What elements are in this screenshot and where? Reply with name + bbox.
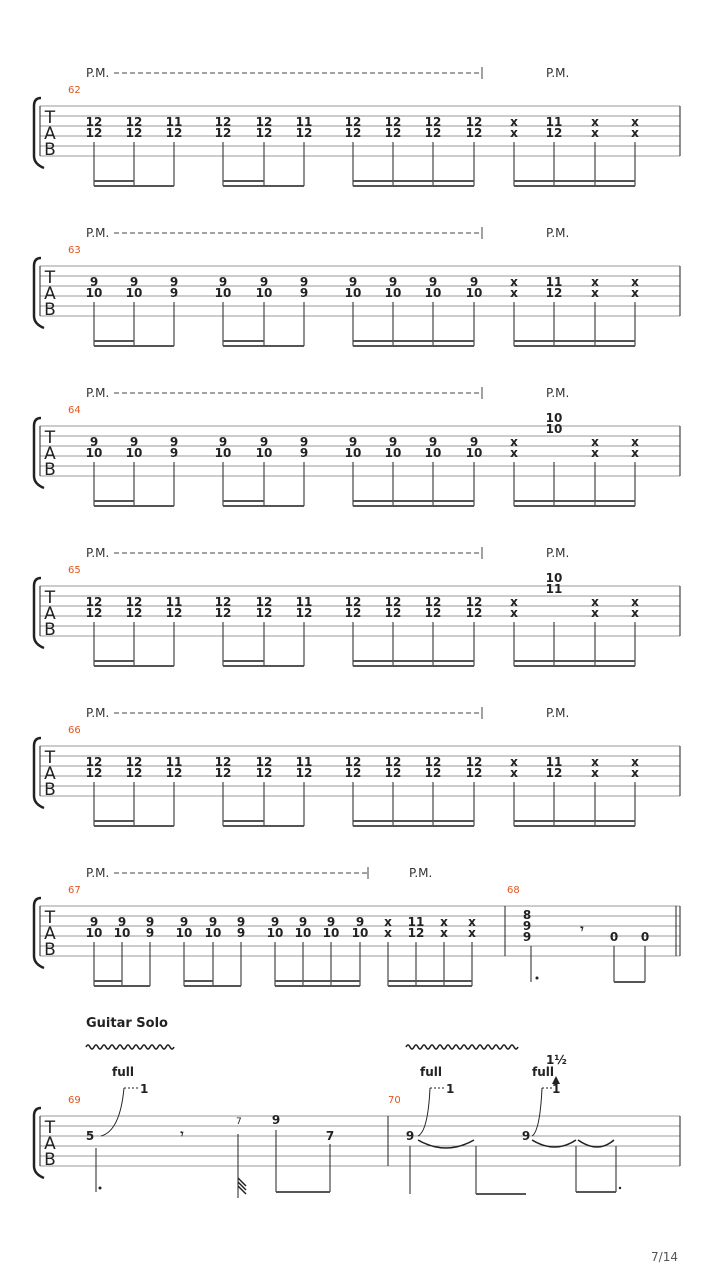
- palm-mute-label: P.M.: [86, 866, 110, 880]
- fret-number: x: [510, 435, 518, 449]
- fret-number: 12: [255, 126, 273, 140]
- fret-number: 10: [351, 926, 369, 940]
- fret-number: x: [631, 126, 639, 140]
- fret-number: 10: [214, 286, 232, 300]
- fret-number: 12: [85, 126, 103, 140]
- fret-number: x: [631, 755, 639, 769]
- fret-number: x: [631, 595, 639, 609]
- fret-number: 10: [204, 926, 222, 940]
- fret-number: 11: [165, 595, 183, 609]
- measure-number: 63: [68, 245, 81, 256]
- system-bracket: [34, 418, 44, 488]
- fret-number: 9: [522, 919, 532, 933]
- bend-release-label: 1: [446, 1082, 455, 1096]
- fret-number: 9: [169, 286, 179, 300]
- fret-number: 12: [384, 115, 402, 129]
- fret-number: x: [631, 435, 639, 449]
- fret-number: 0: [609, 930, 619, 944]
- fret-number: 11: [165, 115, 183, 129]
- bend-arrow: [101, 1088, 124, 1136]
- fret-number: 9: [405, 1129, 415, 1143]
- fret-number: 9: [179, 915, 189, 929]
- fret-number: x: [591, 446, 599, 460]
- tab-clef-letter: A: [44, 924, 56, 944]
- fret-number: 12: [465, 595, 483, 609]
- fret-number: 9: [236, 926, 246, 940]
- fret-number: 9: [270, 915, 280, 929]
- fret-number: 12: [125, 115, 143, 129]
- fret-number: 12: [545, 766, 563, 780]
- fret-number: 9: [218, 275, 228, 289]
- measure-number: 69: [68, 1095, 81, 1106]
- fret-number: 9: [208, 915, 218, 929]
- fret-number: 12: [85, 115, 103, 129]
- measure-number: 65: [68, 565, 81, 576]
- fret-number: x: [510, 766, 518, 780]
- fret-number: 12: [214, 766, 232, 780]
- fret-number: 12: [424, 595, 442, 609]
- bend-label: full: [420, 1065, 442, 1079]
- fret-number: 10: [85, 286, 103, 300]
- bend-arrow: [418, 1088, 430, 1136]
- fret-number: x: [591, 275, 599, 289]
- fret-number: 11: [165, 755, 183, 769]
- tab-clef-letter: A: [44, 444, 56, 464]
- fret-number: 12: [214, 126, 232, 140]
- palm-mute-label: P.M.: [546, 546, 570, 560]
- fret-number: 9: [169, 275, 179, 289]
- fret-number: 12: [125, 126, 143, 140]
- palm-mute-label: P.M.: [86, 386, 110, 400]
- bend-label: full: [532, 1065, 554, 1079]
- fret-number: x: [591, 606, 599, 620]
- fret-number: x: [384, 926, 392, 940]
- tab-clef-letter: B: [44, 1150, 56, 1170]
- fret-number: 9: [299, 286, 309, 300]
- fret-number: 9: [348, 275, 358, 289]
- palm-mute-label: P.M.: [546, 386, 570, 400]
- fret-number: 12: [344, 115, 362, 129]
- fret-number: 12: [465, 126, 483, 140]
- fret-number: x: [510, 286, 518, 300]
- fret-number: 10: [125, 286, 143, 300]
- fret-number: 10: [465, 446, 483, 460]
- fret-number: 12: [545, 286, 563, 300]
- palm-mute-label: P.M.: [86, 546, 110, 560]
- fret-number: 10: [294, 926, 312, 940]
- fret-number: 11: [295, 755, 313, 769]
- tab-clef-letter: A: [44, 764, 56, 784]
- fret-number: 10: [424, 286, 442, 300]
- fret-number: 9: [129, 275, 139, 289]
- system-bracket: [34, 738, 44, 808]
- fret-number: 12: [465, 766, 483, 780]
- fret-number: 12: [125, 606, 143, 620]
- tab-clef-letter: A: [44, 604, 56, 624]
- fret-number: 9: [117, 915, 127, 929]
- fret-number: 12: [165, 126, 183, 140]
- bend-label: 1½: [546, 1053, 567, 1067]
- fret-number: 12: [214, 606, 232, 620]
- fret-number: x: [631, 275, 639, 289]
- grace-flag: [238, 1182, 246, 1190]
- fret-number: 0: [640, 930, 650, 944]
- fret-number: 12: [407, 926, 425, 940]
- dotted-note-dot: [536, 977, 539, 980]
- fret-number: x: [510, 126, 518, 140]
- fret-number: x: [591, 286, 599, 300]
- tab-clef-letter: A: [44, 1134, 56, 1154]
- dotted-note-dot: [99, 1187, 102, 1190]
- fret-number: 12: [344, 595, 362, 609]
- bend-arrow: [532, 1088, 542, 1136]
- palm-mute-label: P.M.: [86, 66, 110, 80]
- tab-clef-letter: T: [44, 428, 56, 448]
- fret-number: 12: [85, 606, 103, 620]
- fret-number: 12: [295, 606, 313, 620]
- fret-number: 10: [85, 926, 103, 940]
- fret-number: 9: [388, 275, 398, 289]
- fret-number: 9: [469, 275, 479, 289]
- fret-number: 12: [125, 595, 143, 609]
- tab-clef-letter: T: [44, 748, 56, 768]
- fret-number: 10: [214, 446, 232, 460]
- fret-number: 5: [85, 1129, 95, 1143]
- fret-number: x: [591, 115, 599, 129]
- fret-number: 12: [344, 755, 362, 769]
- fret-number: 10: [125, 446, 143, 460]
- fret-number: 9: [236, 915, 246, 929]
- fret-number: 12: [255, 766, 273, 780]
- vibrato-marking: [86, 1045, 174, 1049]
- fret-number: 9: [129, 435, 139, 449]
- fret-number: x: [468, 915, 476, 929]
- fret-number: 9: [326, 915, 336, 929]
- fret-number: 9: [271, 1113, 281, 1127]
- fret-number: 12: [384, 595, 402, 609]
- fret-number: 7: [325, 1129, 335, 1143]
- fret-number: x: [510, 595, 518, 609]
- fret-number: 10: [344, 446, 362, 460]
- fret-number: 9: [298, 915, 308, 929]
- tab-clef-letter: A: [44, 124, 56, 144]
- tab-clef-letter: B: [44, 940, 56, 960]
- fret-number: 12: [165, 606, 183, 620]
- fret-number: 9: [428, 275, 438, 289]
- fret-number: x: [591, 126, 599, 140]
- fret-number: 11: [545, 755, 563, 769]
- grace-flag: [238, 1186, 246, 1194]
- fret-number: 8: [522, 908, 532, 922]
- fret-number: 12: [125, 755, 143, 769]
- palm-mute-label: P.M.: [409, 866, 433, 880]
- fret-number: 12: [384, 606, 402, 620]
- system-bracket: [34, 1108, 44, 1178]
- fret-number: 12: [424, 755, 442, 769]
- fret-number: 9: [218, 435, 228, 449]
- fret-number: x: [510, 606, 518, 620]
- fret-number: 12: [85, 595, 103, 609]
- fret-number: x: [468, 926, 476, 940]
- tab-clef-letter: B: [44, 780, 56, 800]
- fret-number: 12: [255, 115, 273, 129]
- fret-number: 9: [521, 1129, 531, 1143]
- fret-number: 9: [299, 275, 309, 289]
- measure-number: 70: [388, 1095, 401, 1106]
- fret-number: 12: [214, 595, 232, 609]
- fret-number: 9: [145, 926, 155, 940]
- fret-number: 10: [255, 446, 273, 460]
- fret-number: x: [591, 595, 599, 609]
- fret-number: 10: [384, 286, 402, 300]
- system-bracket: [34, 98, 44, 168]
- fret-number: x: [384, 915, 392, 929]
- palm-mute-label: P.M.: [546, 226, 570, 240]
- fret-number: 9: [89, 915, 99, 929]
- fret-number: 10: [545, 411, 563, 425]
- fret-number: 12: [465, 115, 483, 129]
- fret-number: 12: [255, 606, 273, 620]
- fret-number: 11: [407, 915, 425, 929]
- fret-number: 12: [85, 755, 103, 769]
- bend-release-label: 1: [552, 1082, 561, 1096]
- fret-number: 12: [465, 755, 483, 769]
- fret-number: 12: [165, 766, 183, 780]
- fret-number: 9: [89, 275, 99, 289]
- palm-mute-label: P.M.: [546, 706, 570, 720]
- fret-number: x: [440, 915, 448, 929]
- tie-arc: [418, 1140, 474, 1148]
- fret-number: 12: [384, 755, 402, 769]
- fret-number: 9: [259, 275, 269, 289]
- fret-number: 10: [113, 926, 131, 940]
- fret-number: 12: [344, 606, 362, 620]
- fret-number: 12: [424, 126, 442, 140]
- tab-clef-letter: B: [44, 300, 56, 320]
- fret-number: 9: [348, 435, 358, 449]
- fret-number: x: [591, 435, 599, 449]
- fret-number: x: [631, 115, 639, 129]
- fret-number: 12: [465, 606, 483, 620]
- fret-number: 10: [424, 446, 442, 460]
- fret-number: x: [631, 446, 639, 460]
- dotted-note-dot: [619, 1187, 621, 1189]
- tab-clef-letter: T: [44, 588, 56, 608]
- fret-number: 9: [469, 435, 479, 449]
- fret-number: 12: [384, 126, 402, 140]
- fret-number: 9: [145, 915, 155, 929]
- system-bracket: [34, 578, 44, 648]
- grace-flag: [238, 1178, 246, 1186]
- fret-number: 11: [545, 115, 563, 129]
- section-title: Guitar Solo: [86, 1016, 168, 1031]
- fret-number: 9: [259, 435, 269, 449]
- tab-clef-letter: B: [44, 460, 56, 480]
- fret-number: x: [510, 115, 518, 129]
- system-bracket: [34, 258, 44, 328]
- bend-label: full: [112, 1065, 134, 1079]
- fret-number: 11: [295, 595, 313, 609]
- fret-number: 12: [295, 766, 313, 780]
- fret-number: 10: [85, 446, 103, 460]
- fret-number: 12: [255, 595, 273, 609]
- fret-number: 9: [169, 435, 179, 449]
- fret-number: 12: [424, 115, 442, 129]
- measure-number: 64: [68, 405, 81, 416]
- grace-note: 7: [236, 1117, 242, 1127]
- eighth-rest: 𝄾: [180, 1127, 184, 1141]
- eighth-rest: 𝄾: [580, 922, 584, 936]
- fret-number: 10: [344, 286, 362, 300]
- tab-clef-letter: B: [44, 620, 56, 640]
- fret-number: 9: [299, 435, 309, 449]
- palm-mute-label: P.M.: [546, 66, 570, 80]
- fret-number: 10: [384, 446, 402, 460]
- fret-number: x: [591, 766, 599, 780]
- fret-number: 10: [266, 926, 284, 940]
- tab-clef-letter: T: [44, 268, 56, 288]
- fret-number: 11: [545, 275, 563, 289]
- fret-number: 9: [169, 446, 179, 460]
- fret-number: 12: [214, 115, 232, 129]
- vibrato-marking: [406, 1045, 518, 1049]
- fret-number: 12: [295, 126, 313, 140]
- tab-clef-letter: B: [44, 140, 56, 160]
- fret-number: 12: [255, 755, 273, 769]
- fret-number: x: [591, 755, 599, 769]
- fret-number: 12: [424, 766, 442, 780]
- system-bracket: [34, 898, 44, 968]
- fret-number: x: [510, 275, 518, 289]
- fret-number: x: [631, 606, 639, 620]
- fret-number: 9: [388, 435, 398, 449]
- fret-number: 9: [428, 435, 438, 449]
- measure-number: 62: [68, 85, 81, 96]
- fret-number: 10: [465, 286, 483, 300]
- fret-number: 12: [344, 766, 362, 780]
- fret-number: 10: [545, 571, 563, 585]
- fret-number: 12: [214, 755, 232, 769]
- tab-clef-letter: T: [44, 108, 56, 128]
- fret-number: 9: [355, 915, 365, 929]
- fret-number: 10: [545, 422, 563, 436]
- fret-number: 12: [384, 766, 402, 780]
- page-number: 7/14: [651, 1250, 678, 1264]
- fret-number: 12: [424, 606, 442, 620]
- fret-number: 11: [545, 582, 563, 596]
- fret-number: 9: [522, 930, 532, 944]
- measure-number: 66: [68, 725, 81, 736]
- fret-number: x: [440, 926, 448, 940]
- bend-release-label: 1: [140, 1082, 149, 1096]
- fret-number: x: [510, 755, 518, 769]
- tab-clef-letter: T: [44, 1118, 56, 1138]
- fret-number: 12: [125, 766, 143, 780]
- fret-number: 12: [85, 766, 103, 780]
- tab-clef-letter: A: [44, 284, 56, 304]
- fret-number: 12: [344, 126, 362, 140]
- palm-mute-label: P.M.: [86, 706, 110, 720]
- fret-number: 12: [545, 126, 563, 140]
- fret-number: 9: [299, 446, 309, 460]
- fret-number: x: [631, 766, 639, 780]
- fret-number: 10: [322, 926, 340, 940]
- fret-number: x: [631, 286, 639, 300]
- tab-clef-letter: T: [44, 908, 56, 928]
- fret-number: x: [510, 446, 518, 460]
- palm-mute-label: P.M.: [86, 226, 110, 240]
- fret-number: 9: [89, 435, 99, 449]
- fret-number: 11: [295, 115, 313, 129]
- fret-number: 10: [255, 286, 273, 300]
- measure-number: 68: [507, 885, 520, 896]
- measure-number: 67: [68, 885, 81, 896]
- fret-number: 10: [175, 926, 193, 940]
